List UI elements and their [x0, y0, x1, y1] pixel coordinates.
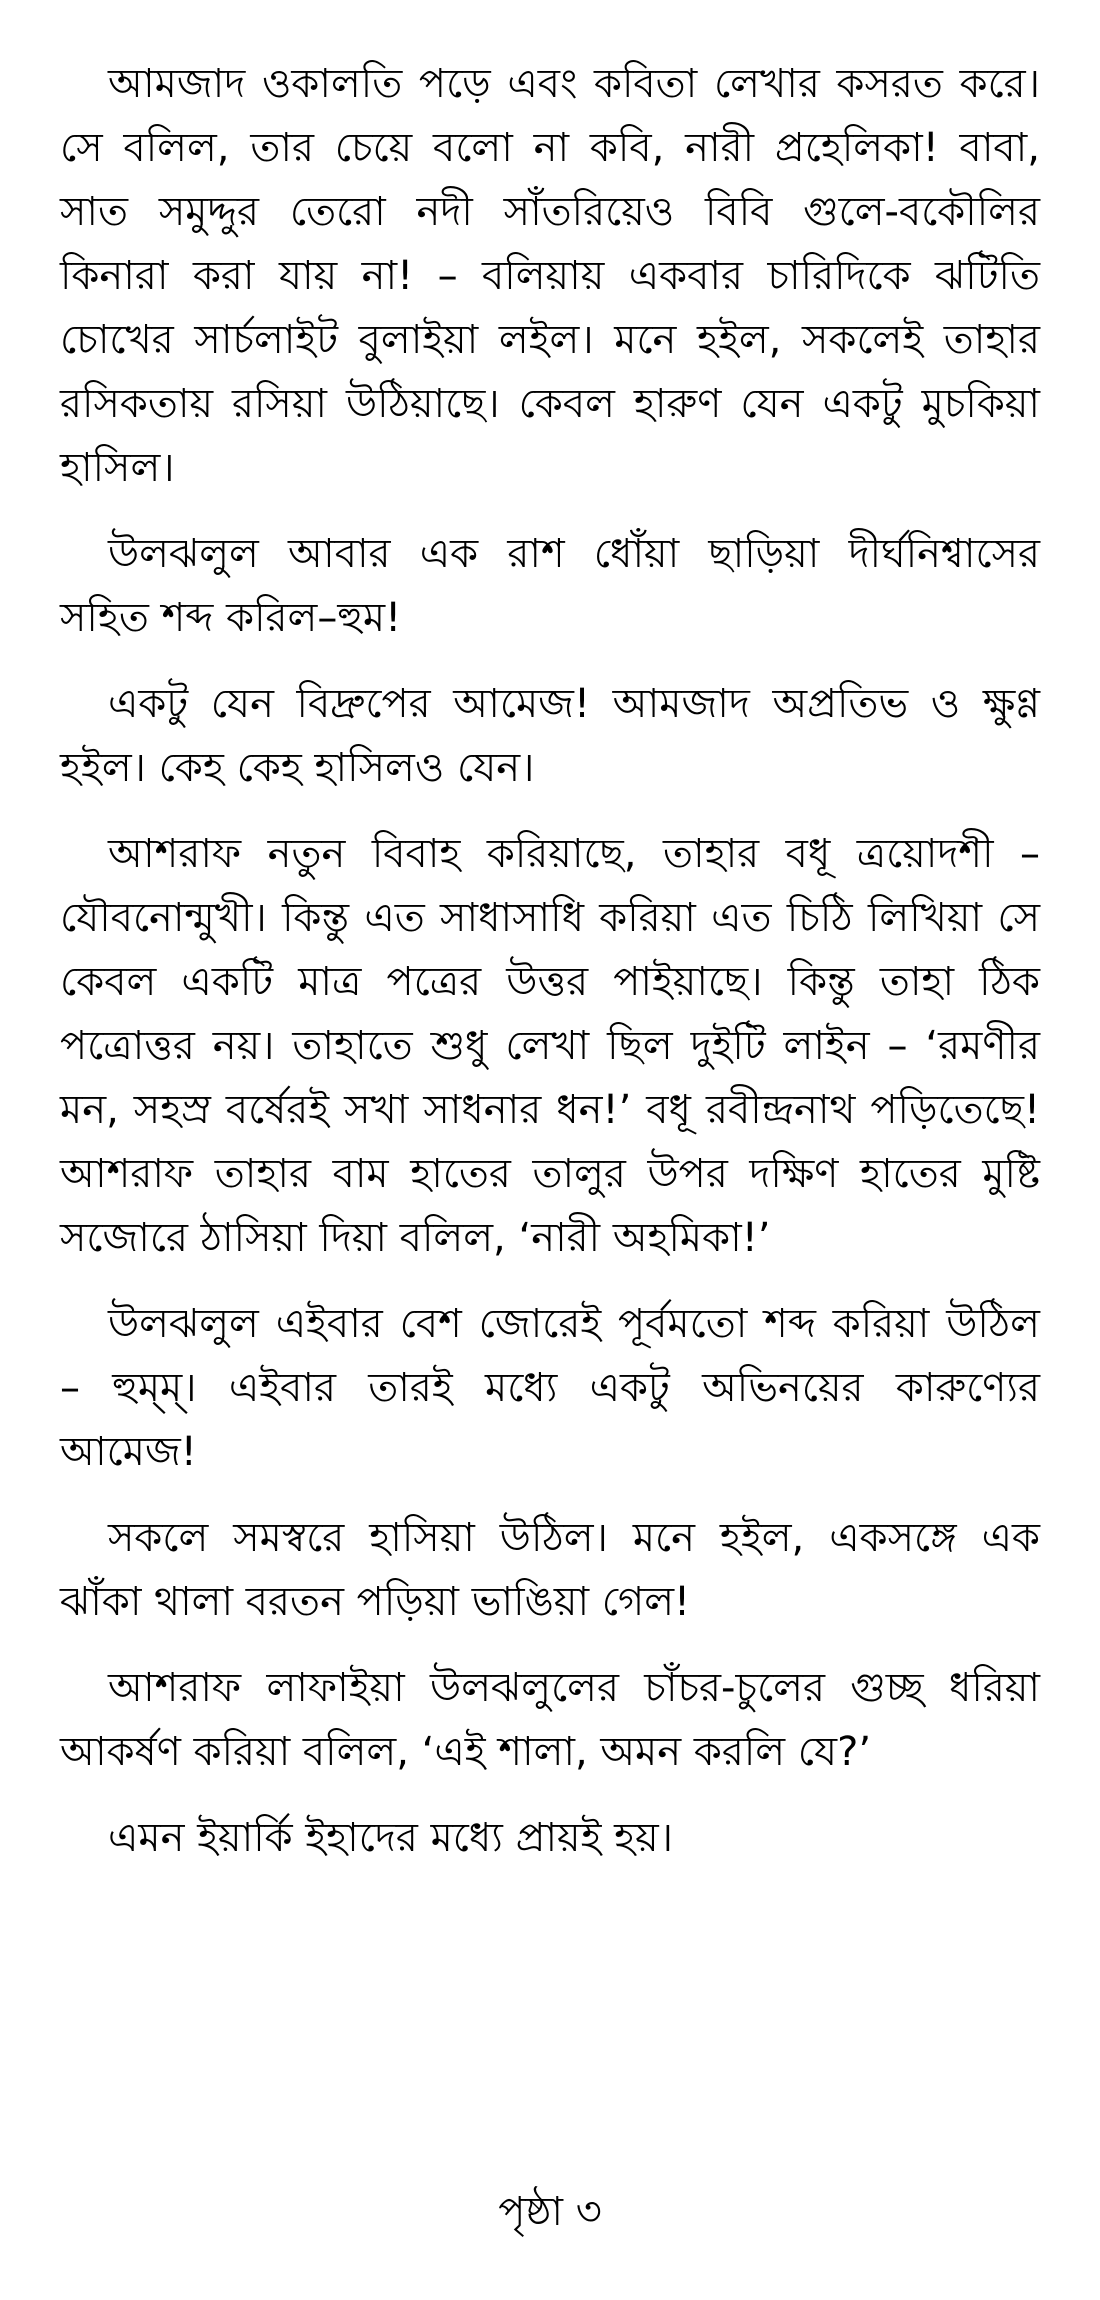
- paragraph-4: আশরাফ নতুন বিবাহ করিয়াছে, তাহার বধূ ত্রয়োদশী – যৌবনোন্মুখী। কিন্তু এত সাধাসাধি করিয়া এত চিঠি লিখিয়া সে কেবল একটি মাত্র পত্রের উত্তর পাইয়াছে। কিন্তু তাহা ঠিক পত্রোত্তর নয়। তাহাতে শুধু লেখা ছিল দুইটি লাইন – ‘রমণীর মন, সহস্র বর্ষেরই সখা সাধনার ধন!’ বধূ রবীন্দ্রনাথ পড়িতেছে! আশরাফ তাহার বাম হাতের তালুর উপর দক্ষিণ হাতের মুষ্টি সজোরে ঠাসিয়া দিয়া বলিল, ‘নারী অহমিকা!’: [60, 831, 1040, 1261]
- paragraph-7: আশরাফ লাফাইয়া উলঝলুলের চাঁচর-চুলের গুচ্ছ ধরিয়া আকর্ষণ করিয়া বলিল, ‘এই শালা, অমন করলি যে?’: [60, 1665, 1040, 1775]
- paragraph-3: একটু যেন বিদ্রুপের আমেজ! আমজাদ অপ্রতিভ ও ক্ষুণ্ণ হইল। কেহ কেহ হাসিলও যেন।: [60, 681, 1040, 791]
- paragraph-2: উলঝলুল আবার এক রাশ ধোঁয়া ছাড়িয়া দীর্ঘনিশ্বাসের সহিত শব্দ করিল–হুম!: [60, 531, 1040, 641]
- paragraph-6: সকলে সমস্বরে হাসিয়া উঠিল। মনে হইল, একসঙ্গে এক ঝাঁকা থালা বরতন পড়িয়া ভাঙিয়া গেল!: [60, 1515, 1040, 1625]
- paragraph-8: এমন ইয়ার্কি ইহাদের মধ্যে প্রায়ই হয়।: [108, 1815, 674, 1861]
- document-body: [60, 52, 1040, 1892]
- paragraph-1: আমজাদ ওকালতি পড়ে এবং কবিতা লেখার কসরত করে। সে বলিল, তার চেয়ে বলো না কবি, নারী প্রহেলিকা! বাবা, সাত সমুদ্দুর তেরো নদী সাঁতরিয়েও বিবি গুলে-বকৌলির কিনারা করা যায় না! – বলিয়ায় একবার চারিদিকে ঝটিতি চোখের সার্চলাইট বুলাইয়া লইল। মনে হইল, সকলেই তাহার রসিকতায় রসিয়া উঠিয়াছে। কেবল হারুণ যেন একটু মুচকিয়া হাসিল।: [60, 61, 1040, 491]
- paragraph-5: উলঝলুল এইবার বেশ জোরেই পূর্বমতো শব্দ করিয়া উঠিল – হুম্‌ম্‌। এইবার তারই মধ্যে একটু অভিনয়ের কারুণ্যের আমেজ!: [60, 1301, 1040, 1475]
- page-number: পৃষ্ঠা ৩: [498, 2189, 602, 2235]
